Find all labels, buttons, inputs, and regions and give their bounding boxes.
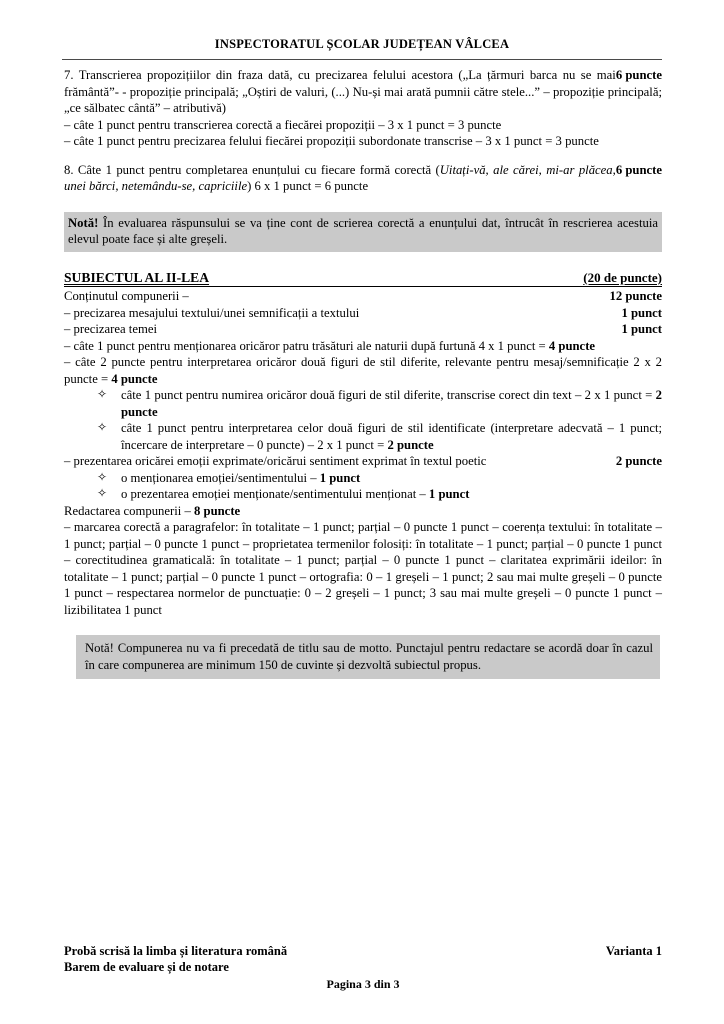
item-7-text: 7. Transcrierea propozițiilor din fraza dată, cu precizarea felului acestora („La țărmuri barca nu se mai frământă”- - propoziție principală; „Oștiri de valuri, (...) Nu-și mai arată pumnii către stele...” – propoziție principală; „ce sălbatec cântă” – atributivă) <box>64 68 662 115</box>
criterion-trasaturi <box>64 338 662 355</box>
nota-box-2 <box>76 635 660 679</box>
list-item-text: câte 1 punct pentru interpretarea celor două figuri de stil identificate (interpretare adecvată – 1 punct; încercare de interpretare – 0 puncte) – 2 x 1 punct = <box>121 421 662 452</box>
list-item <box>64 387 662 420</box>
list-item <box>64 470 662 487</box>
redactarea-points: 8 puncte <box>194 503 241 518</box>
redactarea-label-text: Redactarea compunerii – <box>64 503 194 518</box>
answer-item-7 <box>64 67 662 117</box>
list-item <box>64 420 662 453</box>
criterion-row <box>64 321 662 338</box>
footer-variant: Varianta 1 <box>605 943 662 958</box>
criterion-points: 1 punct <box>621 322 662 337</box>
continut-compunerii-points: 12 puncte <box>609 289 662 304</box>
list-item-points: 2 puncte <box>121 388 662 419</box>
list-item-points: 1 punct <box>428 487 470 502</box>
item-8-forms: Uitați-vă, ale cărei, mi-ar plăcea, unei bărci, netemându-se, capriciile <box>64 162 616 193</box>
nota-1-label: Notă! <box>68 215 99 230</box>
subiect-2-points: (20 de puncte) <box>583 269 662 285</box>
criterion-figuri-text: – câte 2 puncte pentru interpretarea oricăror două figuri de stil diferite, relevante pentru mesaj/semnificație 2 x 2 puncte = <box>64 355 662 386</box>
diamond-bullet-icon: ✧ <box>97 486 108 501</box>
footer-page-number: Pagina 3 din 3 <box>326 977 400 991</box>
item-8-prefix: 8. Câte 1 punct pentru completarea enunțului cu fiecare formă corectă ( <box>64 162 440 177</box>
list-item <box>64 486 662 503</box>
nota-2-label: Notă! <box>85 641 114 656</box>
redactarea-criteria-body: – marcarea corectă a paragrafelor: în totalitate – 1 punct; parțial – 0 puncte 1 punct – coerența textului: în totalitate – 1 punct; parțial – 0 puncte 1 punct – proprietatea termenilor folosiți: în totalitate – 1 punct; parțial – 0 puncte 1 punct – corectitudinea gramaticală: în totalitate – 1 punct; parțial – 0 puncte 1 punct – claritatea exprimării ideilor: în totalitate – 1 punct; parțial – 0 puncte 1 punct – ortografia: 0 – 1 greșeli – 1 punct; 2 sau mai multe greșeli – 0 puncte 1 punct – respectarea normelor de punctuație: 0 – 2 greșeli – 1 punct; 3 sau mai multe greșeli – 0 puncte 1 punct – lizibilitatea 1 punct <box>64 520 662 617</box>
nota-box-1 <box>64 212 662 252</box>
answer-item-8 <box>64 162 662 195</box>
subiect-2-title: SUBIECTUL AL II-LEA <box>64 269 210 285</box>
continut-compunerii-label: Conținutul compunerii – <box>64 289 189 304</box>
criterion-trasaturi-text: – câte 1 punct pentru menționarea oricăror patru trăsături ale naturii după furtună 4 x 1 punct = <box>64 338 549 353</box>
item-7-sub-1: – câte 1 punct pentru transcrierea corectă a fiecărei propoziții – 3 x 1 punct = 3 puncte <box>64 117 502 132</box>
redactarea-compunerii-label <box>64 503 662 520</box>
diamond-bullet-icon: ✧ <box>97 387 108 402</box>
bullet-list-emotii <box>64 470 662 503</box>
criterion-trasaturi-points: 4 puncte <box>548 338 596 353</box>
footer-barem-label: Barem de evaluare și de notare <box>64 959 229 974</box>
list-item-text: câte 1 punct pentru numirea oricăror două figuri de stil diferite, transcrise corect din text – 2 x 1 punct = <box>121 388 656 403</box>
footer-line-1 <box>64 943 662 959</box>
document-body <box>64 60 662 679</box>
criterion-text: – precizarea temei <box>64 322 157 337</box>
continut-compunerii-row <box>64 288 662 305</box>
criterion-row <box>64 305 662 322</box>
footer-exam-title: Probă scrisă la limba și literatura română <box>64 943 288 958</box>
criterion-emotii-row <box>64 453 662 470</box>
nota-2-text: Compunerea nu va fi precedată de titlu sau de motto. Punctajul pentru redactare se acordă doar în cazul în care compunerea are minimum 150 de cuvinte și dezvoltă subiectul propus. <box>85 641 653 672</box>
item-7-sub-2: – câte 1 punct pentru precizarea felului fiecărei propoziții subordonate transcrise – 3 x 1 punct = 3 puncte <box>64 134 599 148</box>
diamond-bullet-icon: ✧ <box>97 469 108 484</box>
item-8-points: 6 puncte <box>615 162 662 177</box>
list-item-text: o menționarea emoției/sentimentului – <box>121 470 320 485</box>
criterion-figuri <box>64 354 662 387</box>
criterion-text: – precizarea mesajului textului/unei semnificații a textului <box>64 305 360 320</box>
list-item-text: o prezentarea emoției menționate/sentimentului menționat – <box>121 487 429 502</box>
item-8-text <box>64 162 662 195</box>
item-7-points: 6 puncte <box>615 68 662 82</box>
criterion-emotii-points: 2 puncte <box>615 454 662 469</box>
subiect-2-header <box>64 269 662 288</box>
list-item-points: 1 punct <box>319 470 361 485</box>
nota-1-text: În evaluarea răspunsului se va ține cont de scrierea corectă a enunțului dat, întrucât în rescrierea acestuia elevul poate face și alte greșeli. <box>68 215 658 246</box>
item-8-suffix: ) 6 x 1 punct = 6 puncte <box>247 179 369 193</box>
criterion-figuri-points: 4 puncte <box>111 371 158 386</box>
page-header-title: INSPECTORATUL ȘCOLAR JUDEȚEAN VÂLCEA <box>214 37 510 51</box>
diamond-bullet-icon: ✧ <box>97 420 108 435</box>
criterion-emotii-text: – prezentarea oricărei emoții exprimate/oricărui sentiment exprimat în textul poetic <box>64 454 487 469</box>
list-item-points: 2 puncte <box>387 437 434 452</box>
criterion-points: 1 punct <box>621 305 662 320</box>
page-footer <box>64 943 662 993</box>
bullet-list-figuri <box>64 387 662 453</box>
